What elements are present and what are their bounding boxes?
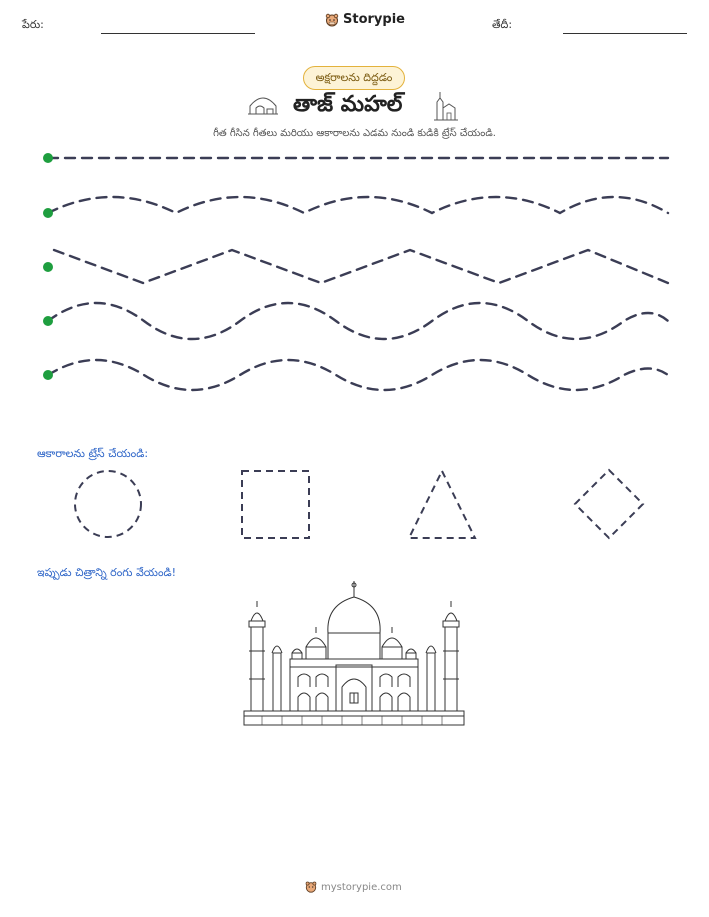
storypie-mascot-icon [325,13,339,27]
start-dot [43,316,53,326]
trace-line-zigzag [54,250,668,283]
shape-tracing[interactable] [0,460,709,550]
date-line[interactable] [563,33,687,34]
worksheet-badge: అక్షరాలను దిద్దడం [303,66,405,90]
taj-mahal-illustration[interactable] [242,575,466,727]
start-dot [43,262,53,272]
trace-triangle [409,471,475,538]
trace-diamond [575,470,643,538]
brand-name: Storypie [343,12,405,27]
worksheet-title: తాజ్ మహల్ [293,92,403,117]
start-dot [43,208,53,218]
footer-url: mystorypie.com [321,881,402,893]
trace-square [242,471,309,538]
trace-line-wave-2 [48,303,668,339]
storypie-mascot-icon [305,881,317,893]
start-dot [43,370,53,380]
trace-circle [75,471,141,537]
instructions: గీత గీసిన గీతలు మరియు ఆకారాలను ఎడమ నుండి కుడికి ట్రేస్ చేయండి. [213,128,496,139]
shapes-section-label: ఆకారాలను ట్రేస్ చేయండి: [37,447,149,460]
trace-line-wave-3 [48,360,668,390]
dome-icon [246,92,280,118]
start-dot [43,153,53,163]
name-line[interactable] [101,33,255,34]
tracing-lines[interactable] [0,140,709,400]
date-label: తేదీ: [492,18,513,31]
minaret-house-icon [433,90,459,122]
footer [305,881,402,893]
name-label: పేరు: [22,18,44,31]
trace-line-wave-1 [48,197,668,213]
coloring-section-label: ఇప్పుడు చిత్రాన్ని రంగు వేయండి! [37,566,177,579]
brand-logo [325,12,405,27]
